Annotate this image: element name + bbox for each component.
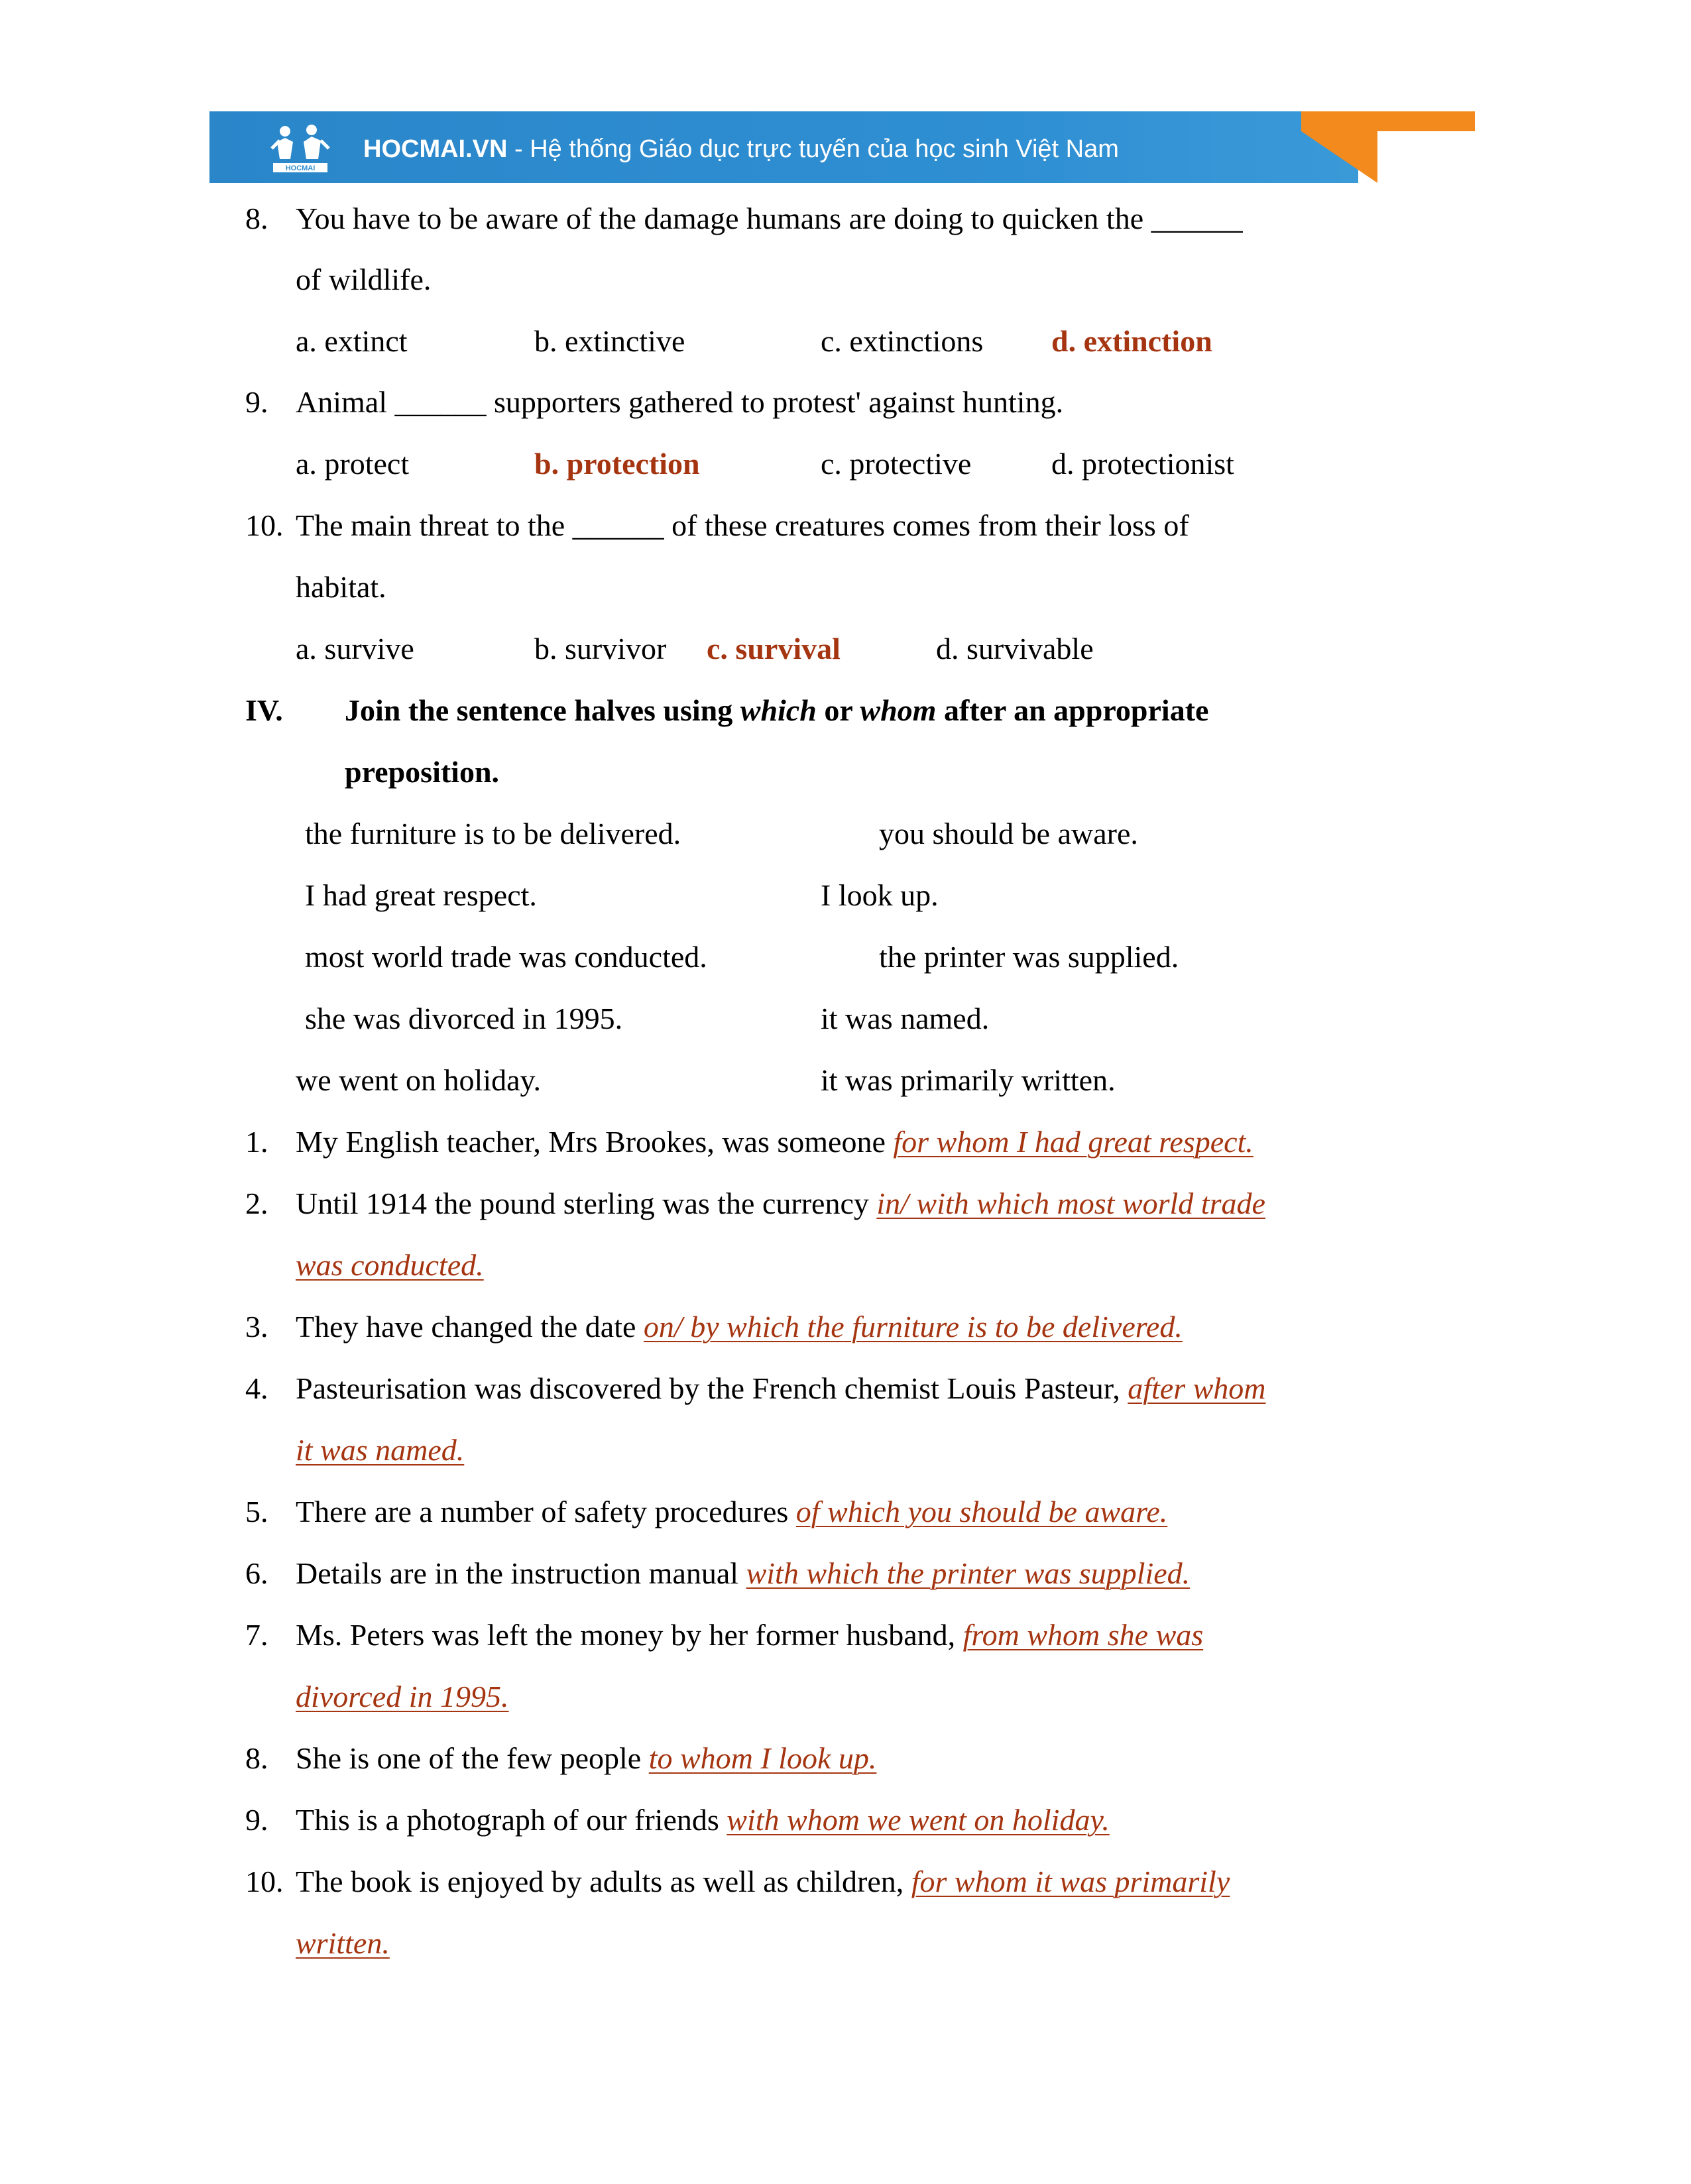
banner-title [363, 135, 1119, 164]
answer-sentence: They have changed the date on/ by which the furniture is to be delivered. [296, 1310, 1183, 1344]
hocmai-logo [270, 122, 330, 175]
answer-number: 1. [245, 1125, 268, 1159]
answer-sentence: My English teacher, Mrs Brookes, was someone for whom I had great respect. [296, 1125, 1254, 1159]
left-half-2: I had great respect. [305, 878, 537, 912]
q10-option-a: a. survive [296, 632, 414, 665]
answer-sentence: This is a photograph of our friends with whom we went on holiday. [296, 1803, 1110, 1837]
answer-sentence: Until 1914 the pound sterling was the currency in/ with which most world trade [296, 1186, 1265, 1220]
q8-line2: of wildlife. [296, 262, 432, 296]
q8-line1: You have to be aware of the damage humans are doing to quicken the ______ [296, 201, 1243, 235]
answer-number: 6. [245, 1556, 268, 1590]
answer-continuation: written. [296, 1926, 390, 1960]
q10-option-c-correct: c. survival [707, 632, 841, 665]
section-heading-line2: preposition. [345, 755, 500, 789]
answer-sentence: She is one of the few people to whom I look up. [296, 1741, 877, 1775]
q10-line2: habitat. [296, 570, 386, 604]
section-number: IV. [245, 693, 283, 727]
banner-accent [1301, 111, 1475, 131]
answer-continuation: it was named. [296, 1433, 465, 1467]
right-half-2: I look up. [821, 878, 939, 912]
answer-sentence: The book is enjoyed by adults as well as children, for whom it was primarily [296, 1865, 1230, 1898]
section-heading: Join the sentence halves using which or whom after an appropriate [345, 693, 1209, 727]
answer-sentence: Ms. Peters was left the money by her former husband, from whom she was [296, 1618, 1204, 1652]
q10-line1: The main threat to the ______ of these creatures comes from their loss of [296, 508, 1189, 542]
right-half-3: the printer was supplied. [879, 940, 1179, 974]
answer-continuation: was conducted. [296, 1248, 484, 1282]
left-half-5: we went on holiday. [296, 1063, 542, 1097]
q8-number: 8. [245, 201, 268, 235]
answer-sentence: There are a number of safety procedures of which you should be aware. [296, 1495, 1168, 1528]
svg-text:HOCMAI: HOCMAI [285, 164, 316, 172]
answer-number: 2. [245, 1186, 268, 1220]
left-half-4: she was divorced in 1995. [305, 1002, 623, 1035]
q9-line1: Animal ______ supporters gathered to protest' against hunting. [296, 385, 1064, 419]
q9-number: 9. [245, 385, 268, 419]
banner-tagline: - Hệ thống Giáo dục trực tuyến của học sinh Việt Nam [507, 135, 1119, 163]
answer-continuation: divorced in 1995. [296, 1680, 509, 1713]
left-half-3: most world trade was conducted. [305, 940, 707, 974]
q9-option-a: a. protect [296, 447, 410, 481]
answer-number: 7. [245, 1618, 268, 1652]
right-half-4: it was named. [821, 1002, 990, 1035]
q8-option-a: a. extinct [296, 324, 408, 358]
q9-option-b-correct: b. protection [534, 447, 700, 481]
brand-name: HOCMAI.VN [363, 135, 508, 163]
q10-option-b: b. survivor [534, 632, 667, 665]
banner-accent-triangle [1301, 131, 1377, 183]
q8-option-b: b. extinctive [534, 324, 685, 358]
answer-number: 4. [245, 1371, 268, 1405]
answer-number: 3. [245, 1310, 268, 1344]
right-half-1: you should be aware. [879, 817, 1138, 850]
q8-option-d-correct: d. extinction [1051, 324, 1212, 358]
answer-sentence: Details are in the instruction manual with which the printer was supplied. [296, 1556, 1191, 1590]
q8-option-c: c. extinctions [821, 324, 984, 358]
answer-number: 8. [245, 1741, 268, 1775]
q10-option-d: d. survivable [936, 632, 1094, 665]
answer-sentence: Pasteurisation was discovered by the French chemist Louis Pasteur, after whom [296, 1371, 1266, 1405]
answer-number: 5. [245, 1495, 268, 1528]
answer-number: 9. [245, 1803, 268, 1837]
q9-option-c: c. protective [821, 447, 972, 481]
left-half-1: the furniture is to be delivered. [305, 817, 681, 850]
right-half-5: it was primarily written. [821, 1063, 1116, 1097]
answer-number: 10. [245, 1865, 284, 1898]
q10-number: 10. [245, 508, 284, 542]
q9-option-d: d. protectionist [1051, 447, 1234, 481]
